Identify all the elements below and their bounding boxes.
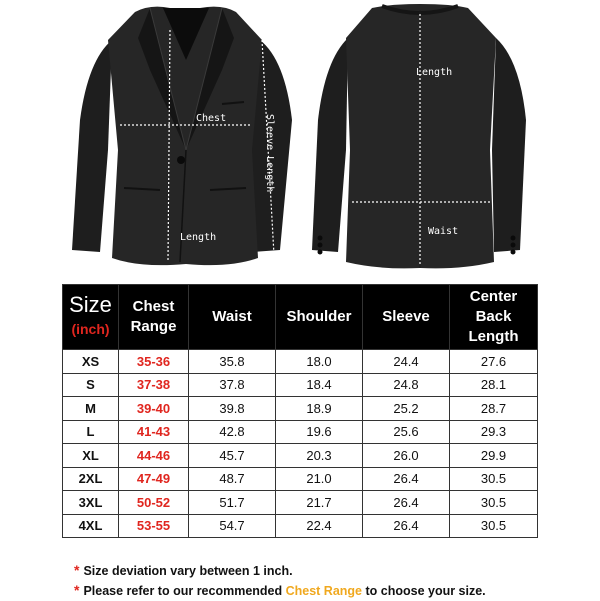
shoulder-cell: 19.6	[276, 420, 363, 444]
sleeve-cell: 26.0	[363, 444, 450, 468]
header-chest-range: Chest Range	[119, 285, 189, 350]
front-chest-label: Chest	[196, 113, 227, 124]
shoulder-cell: 22.4	[276, 514, 363, 538]
chest-range-cell: 39-40	[119, 397, 189, 421]
chest-range-cell: 35-36	[119, 350, 189, 374]
header-sleeve: Sleeve	[363, 285, 450, 350]
chest-range-cell: 53-55	[119, 514, 189, 538]
blazer-front-image	[72, 7, 292, 265]
note-chest-range-after: to choose your size.	[362, 584, 486, 598]
center-back-length-cell: 27.6	[450, 350, 538, 374]
front-length-label: Length	[180, 232, 217, 243]
shoulder-cell: 21.0	[276, 467, 363, 491]
table-body	[63, 350, 538, 538]
header-size-label: Size	[69, 292, 112, 317]
header-size-unit: (inch)	[71, 321, 110, 337]
chest-range-cell: 37-38	[119, 373, 189, 397]
header-shoulder: Shoulder	[276, 285, 363, 350]
waist-cell: 39.8	[189, 397, 276, 421]
size-cell: M	[63, 397, 119, 421]
chest-range-cell: 41-43	[119, 420, 189, 444]
waist-cell: 42.8	[189, 420, 276, 444]
size-notes	[74, 560, 486, 600]
center-back-length-cell: 28.7	[450, 397, 538, 421]
table-row	[63, 491, 538, 515]
waist-cell: 37.8	[189, 373, 276, 397]
waist-cell: 54.7	[189, 514, 276, 538]
center-back-length-cell: 30.5	[450, 467, 538, 491]
sleeve-cell: 25.6	[363, 420, 450, 444]
size-chart-table	[62, 284, 538, 538]
table-row	[63, 350, 538, 374]
sleeve-cell: 26.4	[363, 467, 450, 491]
size-cell: L	[63, 420, 119, 444]
waist-cell: 48.7	[189, 467, 276, 491]
note-size-deviation	[74, 560, 486, 580]
sleeve-cell: 26.4	[363, 514, 450, 538]
center-back-length-cell: 29.3	[450, 420, 538, 444]
chest-range-cell: 50-52	[119, 491, 189, 515]
sleeve-cell: 26.4	[363, 491, 450, 515]
size-cell: XL	[63, 444, 119, 468]
note-chest-range-highlight: Chest Range	[285, 584, 363, 598]
waist-cell: 35.8	[189, 350, 276, 374]
back-length-label: Length	[416, 67, 453, 78]
size-cell: 4XL	[63, 514, 119, 538]
table-row	[63, 444, 538, 468]
table-row	[63, 420, 538, 444]
chest-range-cell: 44-46	[119, 444, 189, 468]
waist-cell: 45.7	[189, 444, 276, 468]
size-cell: S	[63, 373, 119, 397]
table-header-row	[63, 285, 538, 350]
size-cell: XS	[63, 350, 119, 374]
chest-range-cell: 47-49	[119, 467, 189, 491]
note-chest-range-before: Please refer to our recommended	[83, 584, 286, 598]
header-size	[63, 285, 119, 350]
asterisk-icon: *	[74, 562, 80, 578]
header-center-back-length: Center Back Length	[450, 285, 538, 350]
table-row	[63, 397, 538, 421]
shoulder-cell: 21.7	[276, 491, 363, 515]
table-row	[63, 514, 538, 538]
size-cell: 3XL	[63, 491, 119, 515]
table-row	[63, 373, 538, 397]
sleeve-cell: 24.8	[363, 373, 450, 397]
note-chest-range	[74, 580, 486, 600]
table-row	[63, 467, 538, 491]
front-sleeve-length-label: Sleeve Length	[264, 114, 275, 193]
product-images	[0, 0, 600, 282]
back-waist-label: Waist	[428, 226, 459, 237]
shoulder-cell: 20.3	[276, 444, 363, 468]
note-size-deviation-text: Size deviation vary between 1 inch.	[83, 564, 293, 578]
center-back-length-cell: 29.9	[450, 444, 538, 468]
header-waist: Waist	[189, 285, 276, 350]
center-back-length-cell: 30.5	[450, 514, 538, 538]
asterisk-icon: *	[74, 582, 80, 598]
blazer-back-image	[312, 4, 526, 268]
shoulder-cell: 18.0	[276, 350, 363, 374]
shoulder-cell: 18.4	[276, 373, 363, 397]
center-back-length-cell: 30.5	[450, 491, 538, 515]
size-cell: 2XL	[63, 467, 119, 491]
sleeve-cell: 24.4	[363, 350, 450, 374]
waist-cell: 51.7	[189, 491, 276, 515]
center-back-length-cell: 28.1	[450, 373, 538, 397]
shoulder-cell: 18.9	[276, 397, 363, 421]
blazer-illustrations	[0, 0, 600, 282]
sleeve-cell: 25.2	[363, 397, 450, 421]
